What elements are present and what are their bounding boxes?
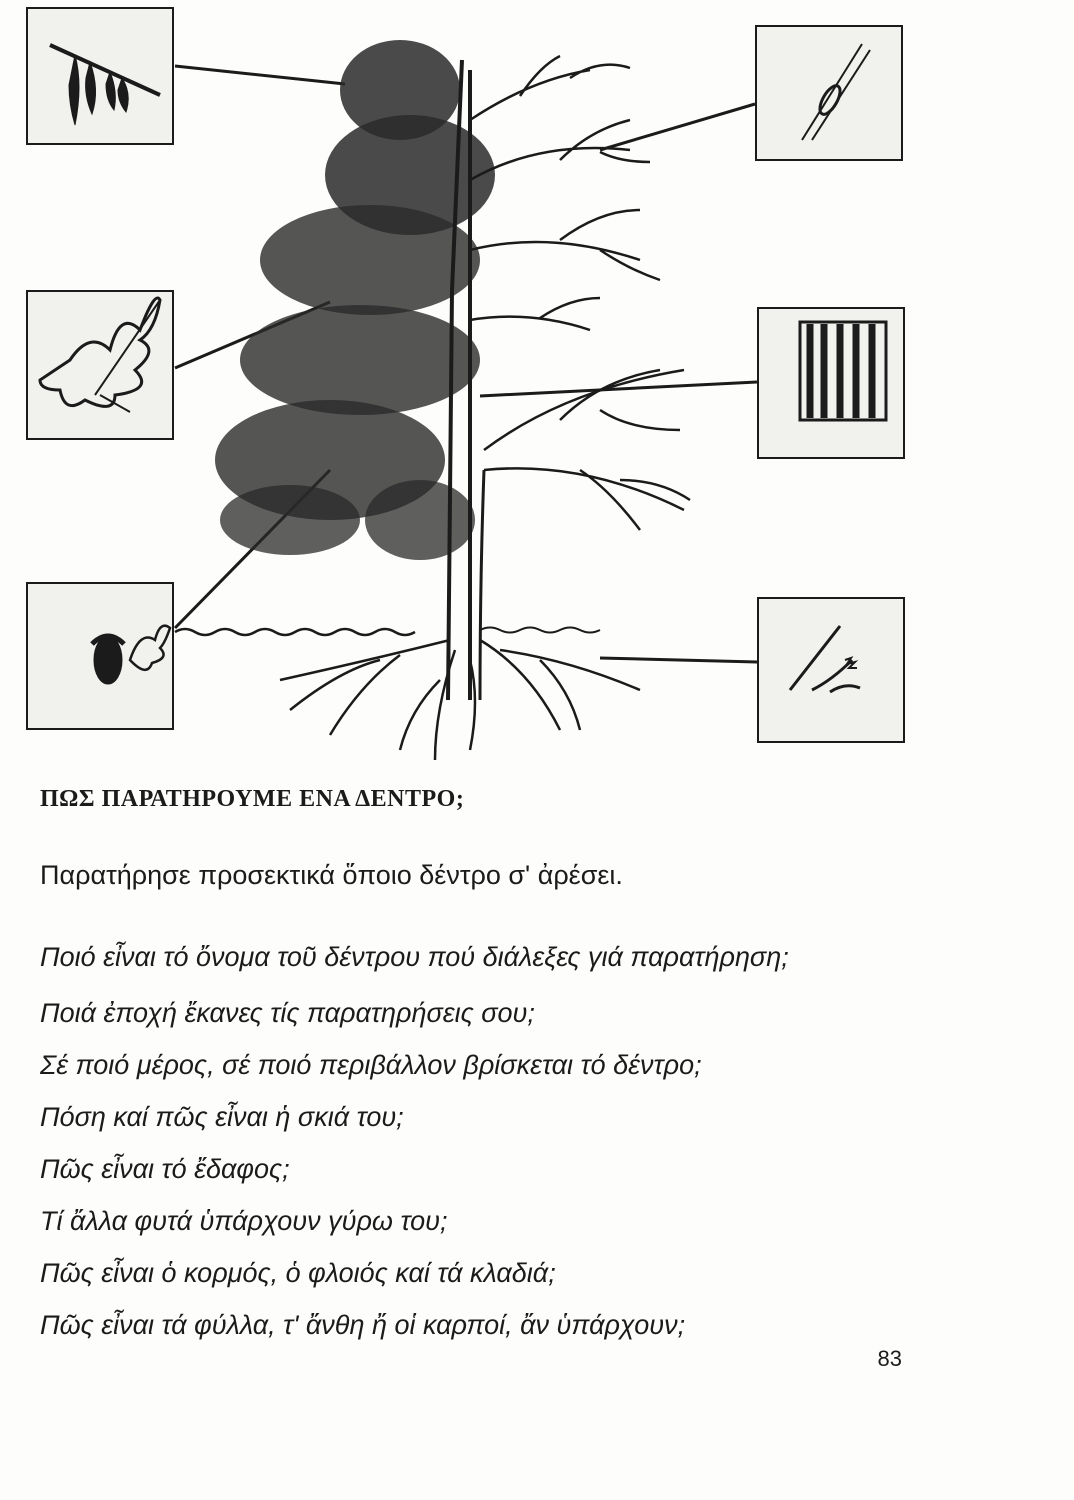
- panel-catkins: [27, 8, 173, 144]
- panel-bud: [756, 26, 902, 160]
- question-item: Πῶς εἶναι τό ἔδαφος;: [40, 1154, 290, 1184]
- tree-roots: [280, 640, 640, 760]
- panel-bark: [758, 308, 904, 458]
- question-item: Σέ ποιό μέρος, σέ ποιό περιβάλλον βρίσκεται τό δέντρο;: [40, 1050, 702, 1080]
- question-item: Ποιά ἐποχή ἔκανες τίς παρατηρήσεις σου;: [40, 998, 535, 1028]
- panel-root: [758, 598, 904, 742]
- page-heading: ΠΩΣ ΠΑΡΑΤΗΡΟΥΜΕ ΕΝΑ ΔΕΝΤΡΟ;: [40, 786, 465, 812]
- tree-branches: [470, 56, 690, 530]
- question-item: Πῶς εἶναι τά φύλλα, τ' ἄνθη ἤ οἱ καρποί, ἄν ὑπάρχουν;: [40, 1310, 686, 1340]
- question-item: Πόση καί πῶς εἶναι ἡ σκιά του;: [40, 1102, 404, 1132]
- question-item: Ποιό εἶναι τό ὄνομα τοῦ δέντρου πού διάλεξες γιά παρατήρηση;: [40, 942, 789, 972]
- question-item: Τί ἄλλα φυτά ὑπάρχουν γύρω του;: [40, 1206, 448, 1236]
- question-list: [40, 935, 1025, 1351]
- intro-text: Παρατήρησε προσεκτικά ὅποιο δέντρο σ' ἀρέσει.: [40, 860, 623, 890]
- question-item: Πῶς εἶναι ὁ κορμός, ὁ φλοιός καί τά κλαδιά;: [40, 1258, 556, 1288]
- page-number: 83: [877, 1346, 902, 1371]
